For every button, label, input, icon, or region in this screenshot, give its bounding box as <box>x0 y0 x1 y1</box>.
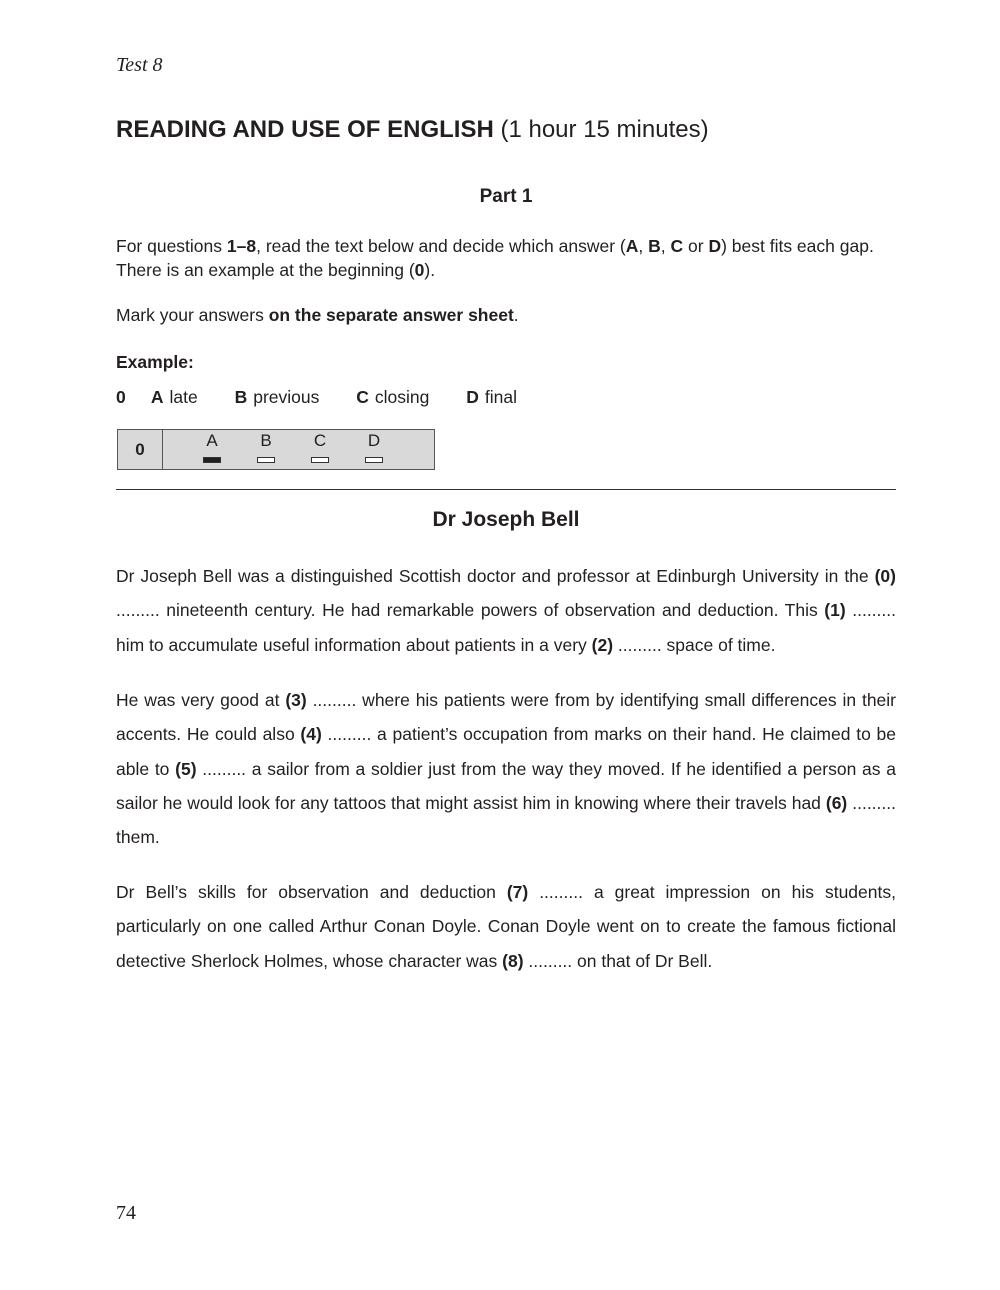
passage-text: Dr Bell’s skills for observation and deduction <box>116 882 507 902</box>
example-label: Example: <box>116 352 194 372</box>
example-options <box>116 387 549 408</box>
passage-text: ......... nineteenth century. He had remarkable powers of observation and deduction. This <box>116 600 825 621</box>
running-head: Test 8 <box>116 54 163 76</box>
option-word: final <box>484 387 518 407</box>
option-letter: B <box>234 387 248 407</box>
gap-4: (4) <box>300 724 322 745</box>
option-letter: D <box>466 387 479 407</box>
instr-text: Mark your answers <box>116 305 269 325</box>
choice-mark-empty <box>365 457 383 463</box>
passage-text: ......... them. <box>116 792 896 848</box>
answer-choice-a <box>200 431 224 463</box>
instructions-line-1 <box>116 234 896 258</box>
paper-title-bold: READING AND USE OF ENGLISH <box>116 116 494 143</box>
instr-letter-c: C <box>670 236 684 256</box>
paper-title <box>116 116 709 144</box>
gap-8: (8) <box>502 950 524 971</box>
instr-text: or <box>683 236 709 256</box>
example-answer-box <box>117 429 435 470</box>
example-option-b <box>235 387 320 408</box>
answer-choice-c <box>308 431 332 463</box>
instr-text: ). <box>424 260 436 280</box>
answer-choice-b <box>254 431 278 463</box>
example-option-d <box>466 387 517 408</box>
instr-text: , <box>660 236 671 256</box>
choice-letter: A <box>206 431 218 450</box>
instr-answer-sheet: on the separate answer sheet <box>268 305 514 325</box>
choice-letter: D <box>367 431 381 450</box>
paper-duration: (1 hour 15 minutes) <box>493 116 709 143</box>
passage-text: ......... space of time. <box>613 634 776 655</box>
part-title: Part 1 <box>479 186 533 207</box>
gap-2: (2) <box>591 634 614 655</box>
gap-5: (5) <box>175 758 197 779</box>
instructions <box>116 234 896 282</box>
answer-box-choices <box>163 430 434 469</box>
text-title: Dr Joseph Bell <box>432 508 580 531</box>
gap-7: (7) <box>506 882 529 902</box>
passage-text: ......... a great impression on his students, particularly on one called Arthur Conan Doyle. Conan Doyle went on to create the famous fictional detective Sherlock Holmes, whose character was <box>116 882 896 971</box>
instr-text: ) best fits each gap. <box>721 236 874 256</box>
instr-example-number: 0 <box>414 260 425 280</box>
option-letter: C <box>356 387 369 407</box>
instructions-line-2 <box>116 258 896 282</box>
instr-question-range: 1–8 <box>226 236 257 256</box>
passage-text: Dr Joseph Bell was a distinguished Scottish doctor and professor at Edinburgh University in the <box>116 566 875 586</box>
passage-text: ......... a patient’s occupation from marks on their hand. He claimed to be able to <box>116 724 896 779</box>
passage-text: He was very good at <box>116 690 286 710</box>
passage-text: ......... on that of Dr Bell. <box>523 950 713 971</box>
option-word: late <box>169 387 198 407</box>
divider-rule <box>116 489 896 490</box>
page-number: 74 <box>116 1202 136 1224</box>
passage-paragraph-2 <box>116 683 896 854</box>
gap-6: (6) <box>825 792 848 813</box>
instr-text: There is an example at the beginning ( <box>116 260 415 280</box>
instr-text: . <box>513 305 519 325</box>
instr-text: , read the text below and decide which answer ( <box>256 236 626 256</box>
gap-1: (1) <box>824 600 846 621</box>
instr-letter-d: D <box>708 236 722 256</box>
passage-paragraph-1 <box>116 559 896 662</box>
passage-text: ......... a sailor from a soldier just from the way they moved. If he identified a person as a sailor he would look for any tattoos that might assist him in knowing where their travels had <box>116 758 896 813</box>
mark-answers-instruction <box>116 305 519 326</box>
instr-letter-b: B <box>648 236 661 256</box>
choice-mark-empty <box>311 457 329 463</box>
choice-letter: C <box>313 431 327 450</box>
instr-letter-a: A <box>625 236 639 256</box>
choice-mark-filled <box>203 457 221 463</box>
choice-mark-empty <box>257 457 275 463</box>
exam-page <box>116 0 896 1290</box>
example-option-c <box>356 387 429 408</box>
passage-text: ......... him to accumulate useful information about patients in a very <box>116 600 896 655</box>
gap-3: (3) <box>285 690 307 710</box>
answer-choice-d <box>362 431 386 463</box>
choice-letter: B <box>260 431 272 450</box>
example-option-a <box>151 387 198 408</box>
option-word: previous <box>253 387 320 407</box>
instr-text: For questions <box>116 236 227 256</box>
answer-box-number: 0 <box>118 430 163 469</box>
gap-0: (0) <box>874 566 896 586</box>
option-word: closing <box>374 387 430 407</box>
example-number: 0 <box>116 387 126 407</box>
passage-paragraph-3 <box>116 875 896 978</box>
instr-text: , <box>638 236 649 256</box>
option-letter: A <box>150 387 164 407</box>
passage-text: ......... where his patients were from by identifying small differences in their accents. He could also <box>116 690 896 745</box>
